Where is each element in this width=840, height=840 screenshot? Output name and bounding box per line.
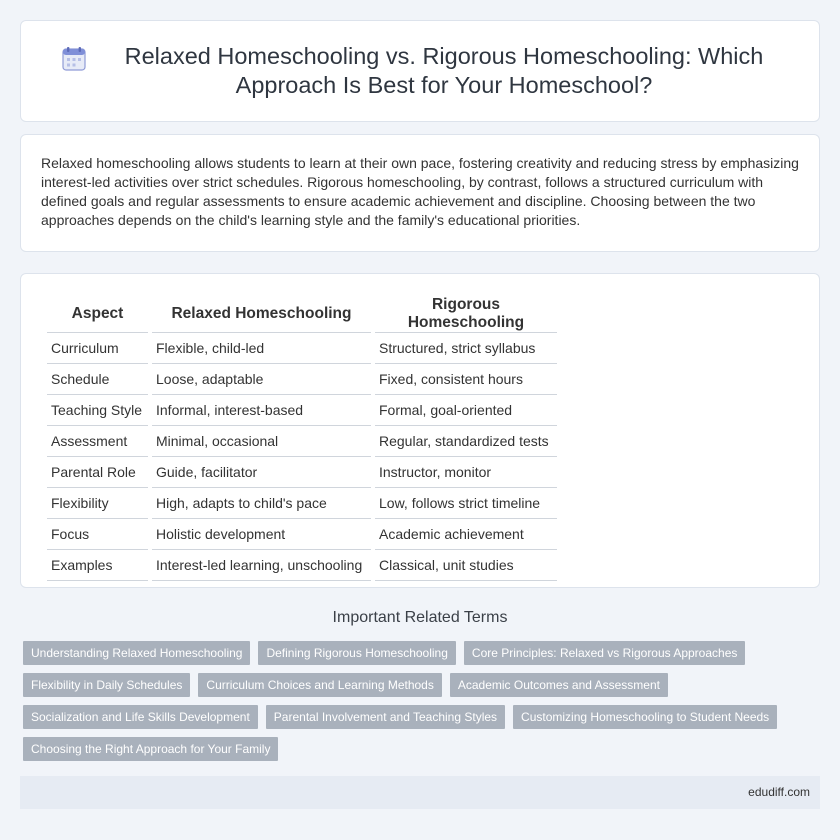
table-row [47,457,557,488]
table-cell: Curriculum [47,333,148,364]
table-cell: Guide, facilitator [152,457,371,488]
table-cell: Academic achievement [375,519,557,550]
footer-site-link[interactable]: edudiff.com [748,785,810,799]
table-cell: Flexible, child-led [152,333,371,364]
table-cell: Focus [47,519,148,550]
related-term-tag[interactable]: Defining Rigorous Homeschooling [258,641,455,665]
table-header-row [47,296,557,333]
table-cell: Teaching Style [47,395,148,426]
related-term-tag[interactable]: Academic Outcomes and Assessment [450,673,668,697]
table-row [47,333,557,364]
comparison-card [20,273,820,588]
column-header-aspect: Aspect [47,296,148,333]
table-cell: Assessment [47,426,148,457]
table-row [47,364,557,395]
related-terms-tags [23,641,823,761]
table-cell: Classical, unit studies [375,550,557,581]
table-cell: Fixed, consistent hours [375,364,557,395]
related-terms-title: Important Related Terms [332,609,508,626]
related-term-tag[interactable]: Understanding Relaxed Homeschooling [23,641,250,665]
page-title: Relaxed Homeschooling vs. Rigorous Homeschooling: Which Approach Is Best for Your Homeschool? [124,43,764,98]
column-header-rigorous: Rigorous Homeschooling [375,296,557,333]
column-header-relaxed: Relaxed Homeschooling [152,296,371,333]
table-cell: Regular, standardized tests [375,426,557,457]
table-cell: Interest-led learning, unschooling [152,550,371,581]
table-cell: Holistic development [152,519,371,550]
table-cell: Low, follows strict timeline [375,488,557,519]
intro-card [20,134,820,252]
related-term-tag[interactable]: Curriculum Choices and Learning Methods [198,673,441,697]
table-row [47,519,557,550]
related-term-tag[interactable]: Choosing the Right Approach for Your Family [23,737,278,761]
table-cell: High, adapts to child's pace [152,488,371,519]
table-cell: Examples [47,550,148,581]
related-term-tag[interactable]: Socialization and Life Skills Development [23,705,258,729]
table-cell: Schedule [47,364,148,395]
table-cell: Minimal, occasional [152,426,371,457]
related-term-tag[interactable]: Flexibility in Daily Schedules [23,673,190,697]
table-cell: Instructor, monitor [375,457,557,488]
table-cell: Informal, interest-based [152,395,371,426]
table-row [47,488,557,519]
table-cell: Structured, strict syllabus [375,333,557,364]
related-term-tag[interactable]: Parental Involvement and Teaching Styles [266,705,505,729]
intro-text: Relaxed homeschooling allows students to learn at their own pace, fostering creativity and reducing stress by emphasizing interest-led activities over strict schedules. Rigorous homeschooling, by contrast, follows a structured curriculum with defined goals and regular assessments to ensure academic achievement and discipline. Choosing between the two approaches depends on the child's learning style and the family's educational priorities. [41,155,799,228]
table-cell: Loose, adaptable [152,364,371,395]
related-term-tag[interactable]: Customizing Homeschooling to Student Needs [513,705,777,729]
related-term-tag[interactable]: Core Principles: Relaxed vs Rigorous Approaches [464,641,745,665]
table-cell: Formal, goal-oriented [375,395,557,426]
table-cell: Parental Role [47,457,148,488]
comparison-table [43,296,561,581]
table-cell: Flexibility [47,488,148,519]
table-row [47,550,557,581]
title-wrap [21,42,819,100]
calendar-icon [61,46,87,72]
table-row [47,395,557,426]
footer [20,776,820,809]
table-row [47,426,557,457]
header-card [20,20,820,122]
